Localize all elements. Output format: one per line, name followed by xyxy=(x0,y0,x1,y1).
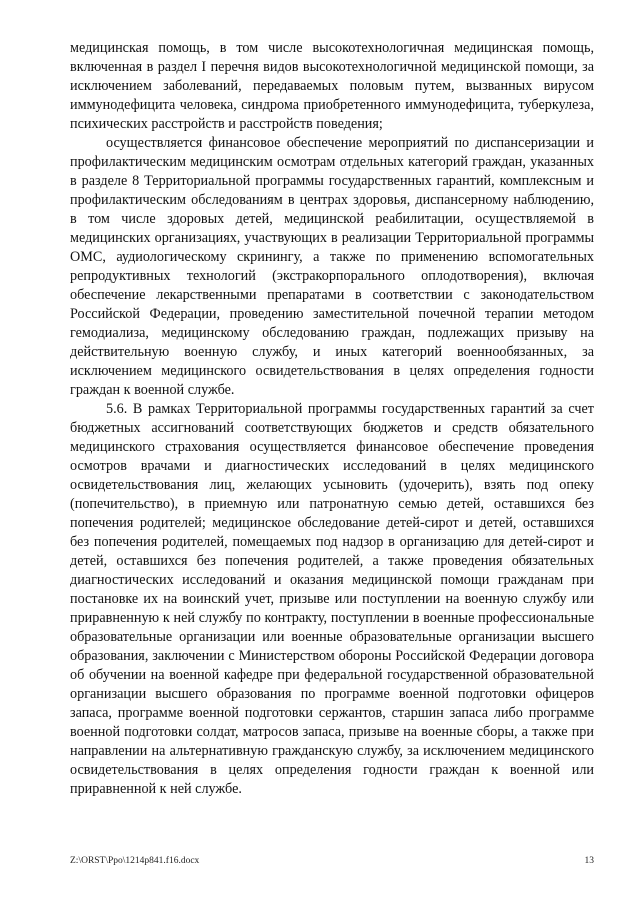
document-body xyxy=(70,39,594,799)
footer-page-number: 13 xyxy=(584,856,594,866)
paragraph-1: медицинская помощь, в том числе высокотехнологичная медицинская помощь, включенная в раздел I перечня видов высокотехнологичной медицинской помощи, за исключением заболеваний, передаваемых половым путем, вызванных вирусом иммунодефицита человека, синдрома приобретенного иммунодефицита, туберкулеза, психических расстройств и расстройств поведения; xyxy=(70,40,594,132)
paragraph-2: осуществляется финансовое обеспечение мероприятий по диспансеризации и профилактическим медицинским осмотрам отдельных категорий граждан, указанных в разделе 8 Территориальной программы государственных гарантий, комплексным и профилактическим обследованиям в центрах здоровья, диспансерному наблюдению, в том числе здоровых детей, медицинской реабилитации, осуществляемой в медицинских организациях, участвующих в реализации Территориальной программы ОМС, аудиологическому скринингу, а также по применению вспомогательных репродуктивных технологий (экстракорпорального оплодотворения), включая обеспечение лекарственными препаратами в соответствии с законодательством Российской Федерации, проведению заместительной почечной терапии методом гемодиализа, медицинскому обследованию граждан, подлежащих призыву на действительную военную службу, и иных категорий военнообязанных, за исключением медицинского освидетельствования в целях определения годности граждан к военной службе. xyxy=(70,135,594,398)
footer-file-path: Z:\ORST\Ppo\1214p841.f16.docx xyxy=(70,856,200,866)
paragraph-3: 5.6. В рамках Территориальной программы государственных гарантий за счет бюджетных ассигнований соответствующих бюджетов и средств обязательного медицинского страхования осуществляется финансовое обеспечение проведения осмотров врачами и диагностических исследований в целях медицинского освидетельствования лиц, желающих усыновить (удочерить), взять под опеку (попечительство), в приемную или патронатную семью детей, оставшихся без попечения родителей; медицинское обследование детей-сирот и детей, оставшихся без попечения родителей, помещаемых под надзор в организацию для детей-сирот и детей, оставшихся без попечения родителей, а также проведения обязательных диагностических исследований и оказания медицинской помощи гражданам при постановке их на воинский учет, призыве или поступлении на военную службу или приравненную к ней службу по контракту, поступлении в военные профессиональные образовательные организации или военные образовательные организации высшего образования, заключении с Министерством обороны Российской Федерации договора об обучении на военной кафедре при федеральной государственной образовательной организации высшего образования по программе военной подготовки офицеров запаса, программе военной подготовки сержантов, старшин запаса либо программе военной подготовки солдат, матросов запаса, призыве на военные сборы, а также при направлении на альтернативную гражданскую службу, за исключением медицинского освидетельствования в целях определения годности граждан к военной или приравненной к ней службе. xyxy=(70,401,594,797)
